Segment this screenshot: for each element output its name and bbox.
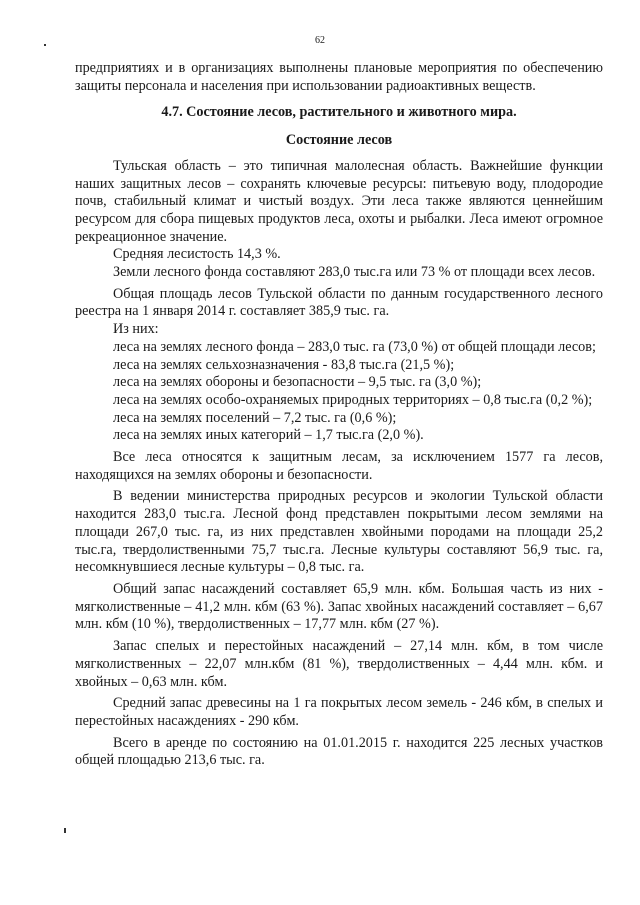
paragraph: Средний запас древесины на 1 га покрытых лесом земель - 246 кбм, в спелых и перестойных насаждениях - 290 кбм. <box>75 695 603 729</box>
page-number: 62 <box>315 35 325 46</box>
paragraph: Средняя лесистость 14,3 %. <box>113 246 281 263</box>
scan-mark <box>64 828 66 833</box>
list-item: леса на землях иных категорий – 1,7 тыс.га (2,0 %). <box>113 427 424 444</box>
list-item: леса на землях особо-охраняемых природных территориях – 0,8 тыс.га (0,2 %); <box>113 391 593 408</box>
paragraph: Тульская область – это типичная малолесная область. Важнейшие функции наших защитных лесов – сохранять ключевые ресурсы: питьевую воду, плодородие почв, стабильный климат и чистый воздух. Эти леса также являются ценнейшим ресурсом для сбора пищевых продуктов леса, охоты и рыбалки. Леса имеют огромное рекреационное значение. <box>75 157 603 245</box>
list-item: леса на землях сельхозназначения - 83,8 тыс.га (21,5 %); <box>113 356 455 373</box>
paragraph: В ведении министерства природных ресурсов и экологии Тульской области находится 283,0 тыс.га. Лесной фонд представлен покрытыми лесом землями на площади 267,0 тыс. га, из них представлен хвойными породами на площади 25,2 тыс.га, твердолиственными 75,7 тыс.га. Лесные культуры составляют 56,9 тыс. га, несомкнувшиеся лесные культуры – 0,8 тыс. га. <box>75 488 603 576</box>
paragraph: Общий запас насаждений составляет 65,9 млн. кбм. Большая часть из них - мягколиственные – 41,2 млн. кбм (63 %). Запас хвойных насаждений составляет – 6,67 млн. кбм (10 %), твердолиственных – 17,77 млн. кбм (27 %). <box>75 580 603 633</box>
paragraph: Всего в аренде по состоянию на 01.01.2015 г. находится 225 лесных участков общей площадью 213,6 тыс. га. <box>75 734 603 769</box>
paragraph: Из них: <box>113 321 159 338</box>
paragraph: Земли лесного фонда составляют 283,0 тыс.га или 73 % от площади всех лесов. <box>113 264 596 281</box>
section-heading: 4.7. Состояние лесов, растительного и животного мира. <box>161 104 517 121</box>
document-body <box>75 60 603 770</box>
paragraph: Запас спелых и перестойных насаждений – 27,14 млн. кбм, в том числе мягколиственных – 22,07 млн.кбм (81 %), твердолиственных – 4,44 млн. кбм. и хвойных – 0,63 млн. кбм. <box>75 638 603 690</box>
sub-heading: Состояние лесов <box>285 132 393 149</box>
scan-mark <box>44 44 46 46</box>
paragraph: Все леса относятся к защитным лесам, за исключением 1577 га лесов, находящихся на землях обороны и безопасности. <box>75 449 603 483</box>
list-item: леса на землях лесного фонда – 283,0 тыс. га (73,0 %) от общей площади лесов; <box>113 338 596 355</box>
paragraph-continuation: предприятиях и в организациях выполнены плановые мероприятия по обеспечению защиты персонала и населения при использовании радиоактивных веществ. <box>75 60 603 94</box>
paragraph: Общая площадь лесов Тульской области по данным государственного лесного реестра на 1 января 2014 г. составляет 385,9 тыс. га. <box>75 285 603 320</box>
list-item: леса на землях обороны и безопасности – 9,5 тыс. га (3,0 %); <box>113 374 482 391</box>
list-item: леса на землях поселений – 7,2 тыс. га (0,6 %); <box>113 409 397 426</box>
